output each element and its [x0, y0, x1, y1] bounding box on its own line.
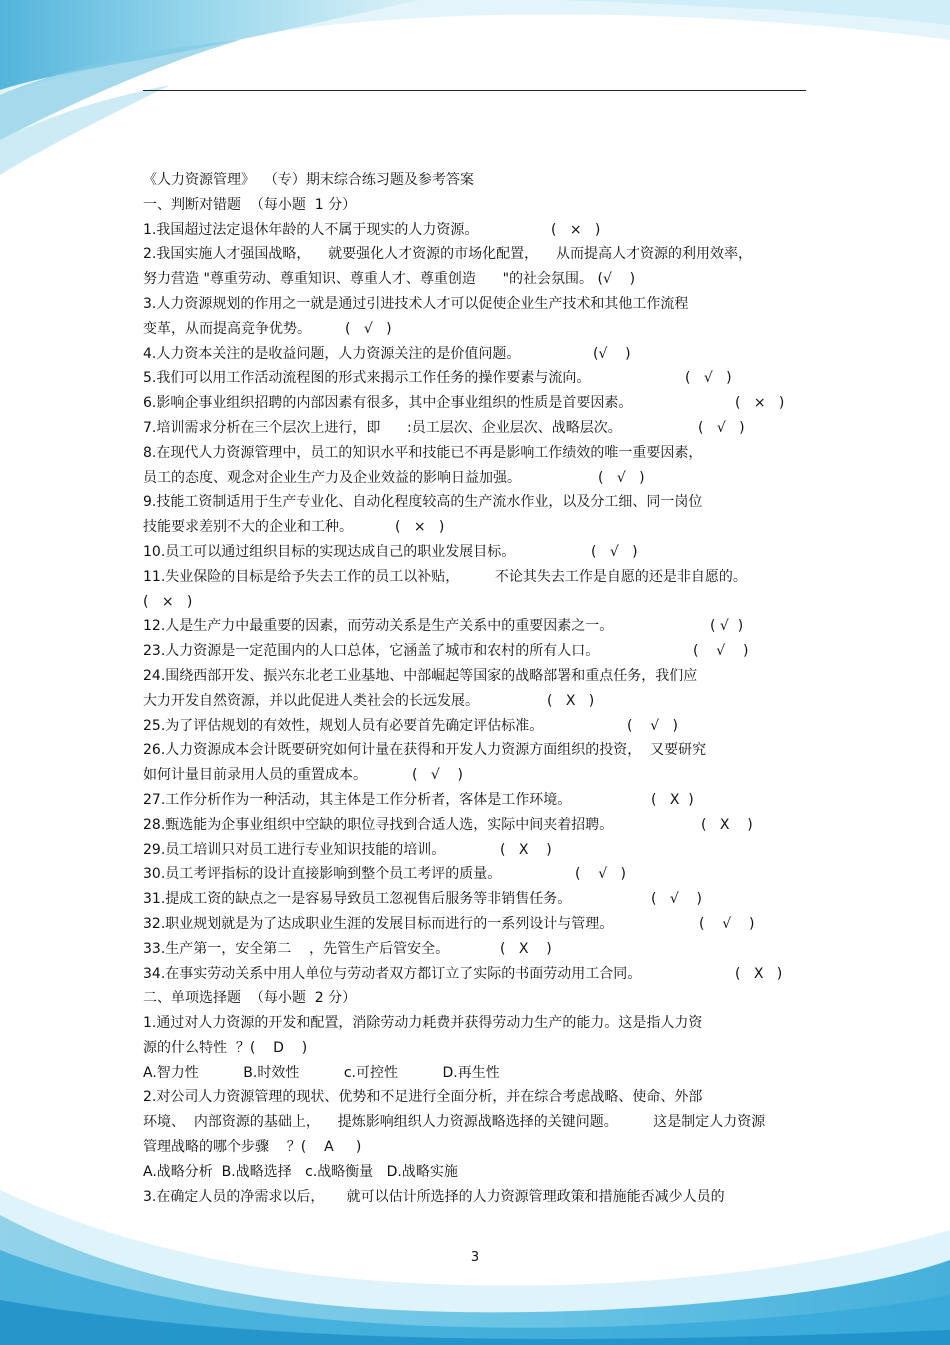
question-line: 28.甄选能为企事业组织中空缺的职位寻找到合适人选，实际中间夹着招聘。 ( X ): [143, 813, 823, 838]
answer-mark: ( × ): [395, 519, 445, 536]
answer-mark: ( X ): [500, 940, 552, 957]
question-line: 34.在事实劳动关系中用人单位与劳动者双方都订立了实际的书面劳动用工合同。 ( X ): [143, 962, 823, 987]
question-line: 9.技能工资制适用于生产专业化、自动化程度较高的生产流水作业，以及分工细、同一岗位: [143, 494, 703, 511]
question-line: 5.我们可以用工作活动流程图的形式来揭示工作任务的操作要素与流向。 ( √ ): [143, 366, 823, 391]
answer-line: ( × ): [143, 593, 193, 610]
question-line: 2.对公司人力资源管理的现状、优势和不足进行全面分析，并在综合考虑战略、使命、外部: [143, 1089, 703, 1106]
answer-mark: ( √ ): [699, 915, 755, 932]
options-line: A.智力性 B.时效性 c.可控性 D.再生性: [143, 1064, 500, 1081]
options-line: A.战略分析 B.战略选择 c.战略衡量 D.战略实施: [143, 1163, 458, 1180]
question-line: 11.失业保险的目标是给予失去工作的员工以补贴， 不论其失去工作是自愿的还是非自愿的。: [143, 568, 747, 585]
question-line: 10.员工可以通过组织目标的实现达成自己的职业发展目标。 ( √ ): [143, 540, 823, 565]
answer-mark: ( X ): [547, 692, 595, 709]
question-line: 环境、 内部资源的基础上， 提炼影响组织人力资源战略选择的关键问题。 这是制定人力资源: [143, 1114, 766, 1131]
answer-mark: ( X ): [735, 965, 783, 982]
question-line: 24.围绕西部开发、振兴东北老工业基地、中部崛起等国家的战略部署和重点任务，我们应: [143, 667, 698, 684]
question-line: 员工的态度、观念对企业生产力及企业效益的影响日益加强。 ( √ ): [143, 466, 823, 491]
question-line: 27.工作分析作为一种活动，其主体是工作分析者，客体是工作环境。 ( X ): [143, 788, 823, 813]
question-line: 30.员工考评指标的设计直接影响到整个员工考评的质量。 ( √ ): [143, 862, 823, 887]
question-line: 技能要求差别不大的企业和工种。 ( × ): [143, 515, 823, 540]
question-line: 3.人力资源规划的作用之一就是通过引进技术人才可以促使企业生产技术和其他工作流程: [143, 295, 689, 312]
question-line: 努力营造 "尊重劳动、尊重知识、尊重人才、尊重创造 "的社会氛围。 (√ ): [143, 271, 636, 288]
answer-mark: ( √ ): [591, 543, 638, 560]
question-line: 如何计量目前录用人员的重置成本。 ( √ ): [143, 763, 823, 788]
answer-mark: ( √ ): [345, 320, 392, 337]
question-line: 4.人力资本关注的是收益问题，人力资源关注的是价值问题。 (√ ): [143, 342, 823, 367]
question-line: 变革，从而提高竞争优势。 ( √ ): [143, 317, 823, 342]
question-line: 29.员工培训只对员工进行专业知识技能的培训。 ( X ): [143, 838, 823, 863]
question-line: 33.生产第一，安全第二 ，先管生产后管安全。 ( X ): [143, 937, 823, 962]
answer-mark: (√ ): [593, 345, 631, 362]
answer-mark: ( X ): [651, 791, 694, 808]
header-rule: [143, 90, 806, 91]
answer-mark: ( √ ): [710, 618, 744, 635]
section-heading-true-false: 一、判断对错题 （每小题 1 分）: [143, 196, 357, 213]
page-number: 3: [470, 1250, 480, 1265]
answer-mark: ( √ ): [651, 891, 702, 908]
section-heading-single-choice: 二、单项选择题 （每小题 2 分）: [143, 990, 357, 1007]
answer-mark: ( × ): [735, 395, 785, 412]
question-line: 3.在确定人员的净需求以后， 就可以估计所选择的人力资源管理政策和措施能否减少人员的: [143, 1188, 725, 1205]
doc-title: 《人力资源管理》 （专）期末综合练习题及参考答案: [143, 172, 474, 188]
question-line: 7.培训需求分析在三个层次上进行，即 :员工层次、企业层次、战略层次。 ( √ ): [143, 416, 823, 441]
question-line: 8.在现代人力资源管理中，员工的知识水平和技能已不再是影响工作绩效的唯一重要因素，: [143, 444, 703, 461]
question-line: 2.我国实施人才强国战略， 就要强化人才资源的市场化配置， 从而提高人才资源的利用效率，: [143, 246, 752, 263]
answer-mark: ( X ): [701, 816, 753, 833]
answer-mark: ( √ ): [685, 370, 732, 387]
answer-mark: ( × ): [551, 221, 601, 238]
question-line: 31.提成工资的缺点之一是容易导致员工忽视售后服务等非销售任务。 ( √ ): [143, 887, 823, 912]
question-line: 6.影响企事业组织招聘的内部因素有很多，其中企事业组织的性质是首要因素。 ( × ): [143, 391, 823, 416]
question-line: 26.人力资源成本会计既要研究如何计量在获得和开发人力资源方面组织的投资， 又要研究: [143, 742, 707, 759]
question-line: 管理战略的哪个步骤 ？( A ): [143, 1139, 362, 1156]
question-line: 25.为了评估规划的有效性，规划人员有必要首先确定评估标准。 ( √ ): [143, 714, 823, 739]
question-line: 1.我国超过法定退休年龄的人不属于现实的人力资源。 ( × ): [143, 218, 823, 243]
answer-mark: ( X ): [500, 841, 552, 858]
answer-mark: ( √ ): [575, 866, 626, 883]
answer-mark: ( √ ): [693, 643, 749, 660]
question-line: 1.通过对人力资源的开发和配置，消除劳动力耗费并获得劳动力生产的能力。这是指人力资: [143, 1015, 703, 1032]
document-body: [143, 168, 823, 1209]
question-line: 12.人是生产力中最重要的因素，而劳动关系是生产关系中的重要因素之一。 ( √ ): [143, 614, 823, 639]
answer-mark: ( √ ): [412, 767, 463, 784]
answer-mark: ( √ ): [698, 419, 745, 436]
question-line: 23.人力资源是一定范围内的人口总体，它涵盖了城市和农村的所有人口。 ( √ ): [143, 639, 823, 664]
answer-mark: ( √ ): [627, 717, 678, 734]
question-line: 32.职业规划就是为了达成职业生涯的发展目标而进行的一系列设计与管理。 ( √ ): [143, 912, 823, 937]
answer-mark: ( √ ): [598, 469, 645, 486]
question-line: 大力开发自然资源，并以此促进人类社会的长远发展。 ( X ): [143, 689, 823, 714]
question-line: 源的什么特性 ？( D ): [143, 1039, 308, 1056]
